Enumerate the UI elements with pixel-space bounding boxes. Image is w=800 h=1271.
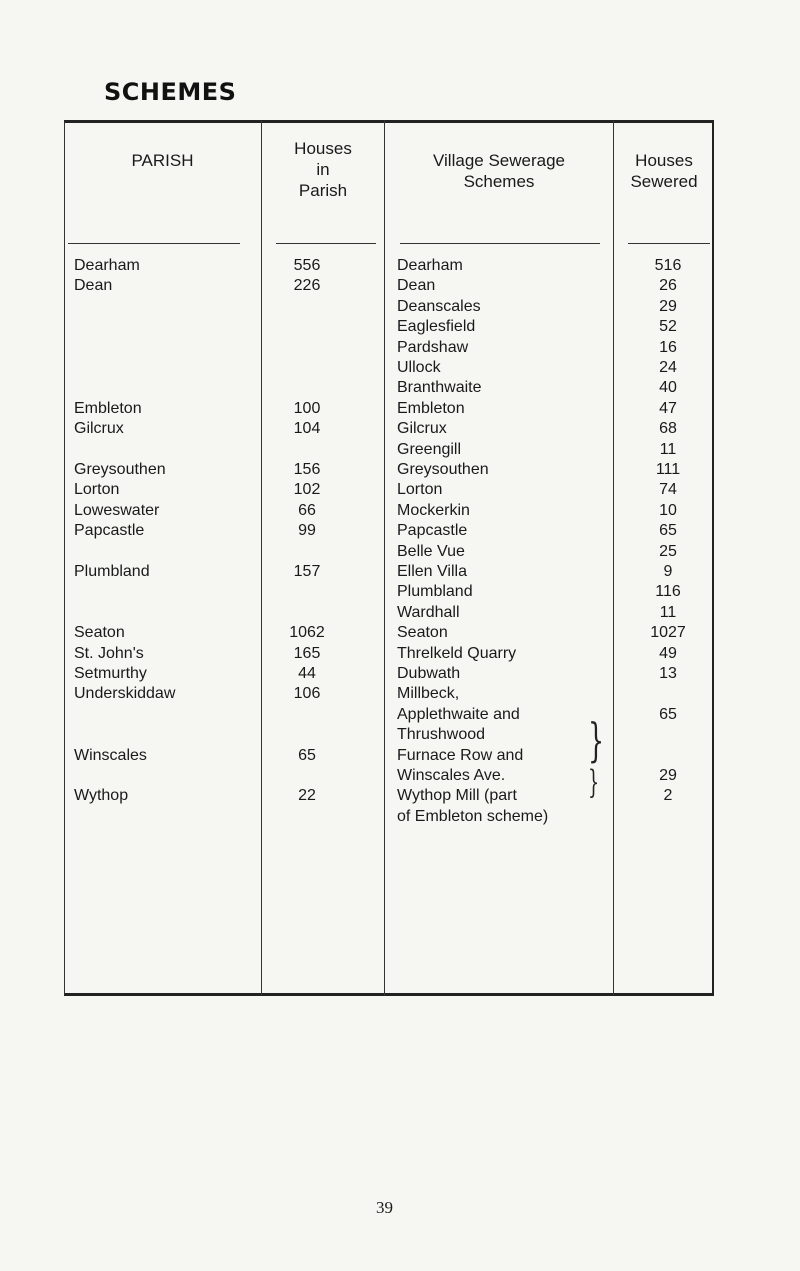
parish-cell: Underskiddaw — [74, 685, 176, 703]
sewered-cell: 9 — [663, 563, 673, 580]
sewered-cell: 49 — [659, 644, 677, 662]
houses-cell: 1062 — [289, 624, 325, 642]
houses-cell: 65 — [298, 746, 316, 764]
header-rule — [276, 243, 376, 244]
village-cell: Plumbland — [397, 583, 473, 601]
sewered-cell: 13 — [659, 665, 677, 682]
sewered-cell: 24 — [659, 359, 677, 376]
sewered-cell: 65 — [659, 705, 677, 723]
sewered-cell: 29 — [659, 297, 677, 315]
parish-cell: Dean — [74, 277, 113, 295]
parish-cell: Greysouthen — [74, 461, 166, 478]
header-houses-in-parish: Houses in Parish — [294, 139, 352, 200]
houses-cell: 22 — [298, 787, 316, 805]
village-cell: Belle Vue — [397, 542, 465, 560]
village-cell: Eaglesfield — [397, 318, 476, 336]
village-cell: Pardshaw — [397, 338, 469, 356]
houses-cell: 66 — [298, 501, 316, 519]
village-cell: Threlkeld Quarry — [397, 644, 517, 662]
houses-cell: 100 — [293, 399, 321, 417]
village-cell: Thrushwood — [397, 726, 486, 744]
village-cell: Deanscales — [397, 297, 481, 315]
village-cell: Dubwath — [397, 665, 461, 682]
houses-cell: 165 — [293, 644, 321, 662]
header-parish: PARISH — [131, 151, 194, 170]
village-cell: Ellen Villa — [397, 563, 467, 580]
parish-cell: Plumbland — [74, 563, 150, 580]
table-frame — [64, 120, 714, 996]
parish-cell: Lorton — [74, 481, 120, 499]
village-cell: of Embleton scheme) — [397, 807, 549, 825]
parish-cell: Loweswater — [74, 501, 160, 519]
sewered-cell: 111 — [655, 461, 681, 478]
sewered-cell: 29 — [659, 767, 677, 784]
page-number: 39 — [376, 1198, 393, 1217]
page-heading: SCHEMES — [104, 78, 237, 106]
sewered-cell: 11 — [659, 603, 677, 621]
sewered-cell: 10 — [659, 501, 677, 519]
parish-cell: Wythop — [74, 787, 129, 805]
sewered-cell: 47 — [659, 399, 677, 417]
sewered-cell: 52 — [659, 318, 677, 336]
village-cell: Furnace Row and — [397, 746, 524, 764]
village-cell: Lorton — [397, 481, 443, 499]
village-cell: Greysouthen — [397, 461, 489, 478]
right-brace: } — [588, 713, 605, 767]
sewered-cell: 16 — [659, 338, 677, 356]
right-brace: } — [588, 763, 600, 801]
sewered-cell: 25 — [659, 542, 677, 560]
village-cell: Mockerkin — [397, 501, 470, 519]
parish-cell: Papcastle — [74, 522, 145, 540]
parish-cell: Setmurthy — [74, 665, 147, 682]
village-cell: Embleton — [397, 399, 465, 417]
village-cell: Papcastle — [397, 522, 468, 540]
parish-cell: Embleton — [74, 399, 142, 417]
column-divider — [613, 120, 614, 996]
houses-cell: 157 — [293, 563, 321, 580]
houses-cell: 226 — [293, 277, 321, 295]
header-rule — [628, 243, 710, 244]
houses-cell: 556 — [293, 257, 321, 274]
houses-cell: 106 — [293, 685, 321, 703]
sewered-cell: 40 — [659, 379, 677, 397]
sewered-cell: 516 — [654, 257, 682, 274]
sewered-cell: 11 — [659, 440, 677, 458]
village-cell: Winscales Ave. — [397, 767, 506, 784]
houses-cell: 102 — [293, 481, 321, 499]
houses-cell: 104 — [293, 420, 321, 438]
houses-cell: 156 — [293, 461, 321, 478]
sewered-cell: 74 — [659, 481, 677, 499]
village-cell: Applethwaite and — [397, 705, 520, 723]
header-village-schemes: Village Sewerage Schemes — [433, 151, 565, 191]
houses-cell: 99 — [298, 522, 316, 540]
header-rule — [68, 243, 240, 244]
sewered-cell: 1027 — [650, 624, 686, 642]
parish-cell: Seaton — [74, 624, 125, 642]
village-cell: Branthwaite — [397, 379, 482, 397]
village-cell: Millbeck, — [397, 685, 460, 703]
sewered-cell: 2 — [663, 787, 673, 805]
village-cell: Dean — [397, 277, 436, 295]
column-divider — [261, 120, 262, 996]
village-cell: Seaton — [397, 624, 448, 642]
village-cell: Gilcrux — [397, 420, 447, 438]
sewered-cell: 68 — [659, 420, 677, 438]
sewered-cell: 116 — [655, 583, 681, 601]
header-houses-sewered: Houses Sewered — [630, 151, 698, 191]
village-cell: Dearham — [397, 257, 463, 274]
parish-cell: St. John's — [74, 644, 144, 662]
sewered-cell: 65 — [659, 522, 677, 540]
parish-cell: Winscales — [74, 746, 147, 764]
village-cell: Wythop Mill (part — [397, 787, 517, 805]
parish-cell: Gilcrux — [74, 420, 124, 438]
houses-cell: 44 — [298, 665, 316, 682]
sewered-cell: 26 — [659, 277, 677, 295]
header-rule — [400, 243, 600, 244]
village-cell: Greengill — [397, 440, 462, 458]
village-cell: Wardhall — [397, 603, 460, 621]
village-cell: Ullock — [397, 359, 441, 376]
parish-cell: Dearham — [74, 257, 140, 274]
column-divider — [384, 120, 385, 996]
